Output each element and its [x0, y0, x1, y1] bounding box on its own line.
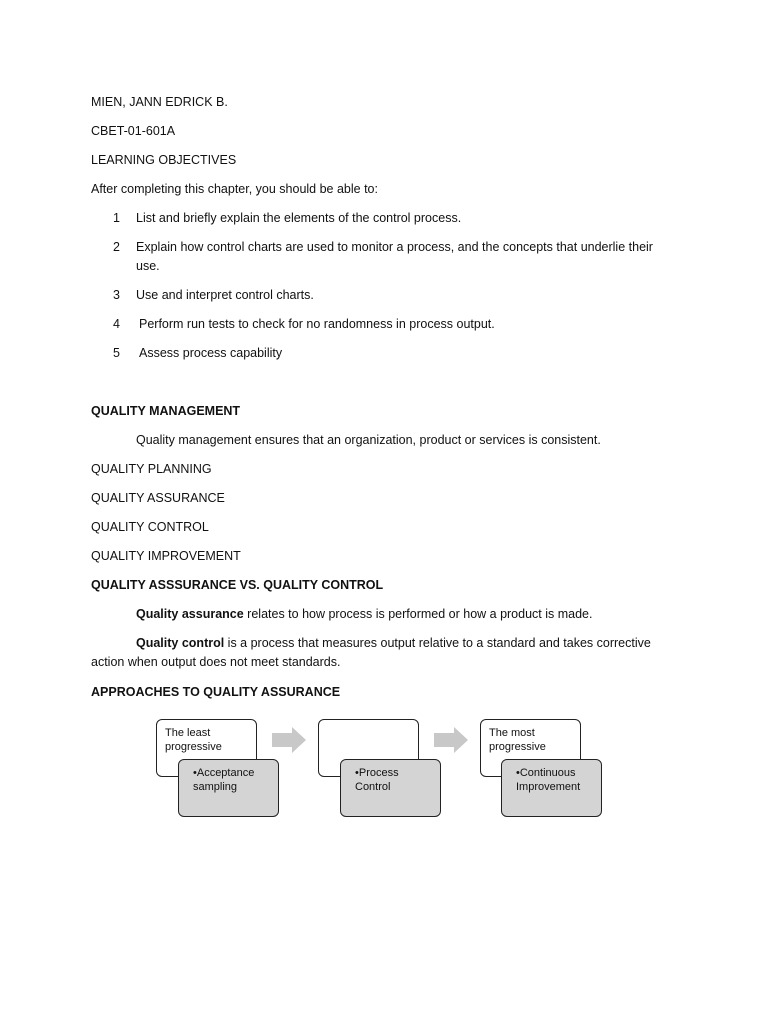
- quality-improvement-heading: QUALITY IMPROVEMENT: [91, 549, 241, 563]
- list-item-text: Use and interpret control charts.: [136, 288, 314, 302]
- arrow-right-icon: [434, 727, 468, 753]
- list-item-text: List and briefly explain the elements of the control process.: [136, 211, 462, 225]
- approaches-heading: APPROACHES TO QUALITY ASSURANCE: [91, 685, 341, 699]
- list-item-number: 2: [113, 240, 120, 254]
- qc-term: Quality control: [136, 636, 225, 650]
- objectives-intro: After completing this chapter, you should be able to:: [91, 182, 378, 196]
- quality-assurance-heading: QUALITY ASSURANCE: [91, 491, 225, 505]
- step-1-content-box: •Acceptance sampling: [178, 759, 279, 817]
- quality-management-text: Quality management ensures that an organization, product or services is consistent.: [136, 433, 601, 447]
- quality-control-heading: QUALITY CONTROL: [91, 520, 209, 534]
- step-1-label-box: The least progressive: [156, 719, 257, 777]
- author-name: MIEN, JANN EDRICK B.: [91, 95, 228, 109]
- list-item-text: Perform run tests to check for no randomness in process output.: [139, 317, 495, 331]
- quality-planning-heading: QUALITY PLANNING: [91, 462, 212, 476]
- step-3-label-box: The most progressive: [480, 719, 581, 777]
- qa-definition: [136, 605, 592, 623]
- list-item-text: Explain how control charts are used to monitor a process, and the concepts that underlie their use.: [136, 240, 653, 273]
- list-item-text: Assess process capability: [139, 346, 283, 360]
- qc-definition: [91, 634, 681, 672]
- qa-vs-qc-heading: QUALITY ASSSURANCE VS. QUALITY CONTROL: [91, 578, 384, 592]
- objectives-heading: LEARNING OBJECTIVES: [91, 153, 237, 167]
- list-item-number: 3: [113, 288, 120, 302]
- arrow-right-icon: [272, 727, 306, 753]
- step-2-content-box: •Process Control: [340, 759, 441, 817]
- section-code: CBET-01-601A: [91, 124, 176, 138]
- qa-term: Quality assurance: [136, 607, 244, 621]
- approaches-diagram: [150, 716, 610, 824]
- quality-management-heading: QUALITY MANAGEMENT: [91, 404, 241, 418]
- step-3-content-box: •Continuous Improvement: [501, 759, 602, 817]
- qa-text: relates to how process is performed or how a product is made.: [243, 607, 593, 621]
- list-item-number: 4: [113, 317, 120, 331]
- list-item-number: 5: [113, 346, 120, 360]
- qc-text: is a process that measures output relative to a standard and takes corrective action when output does not meet standards.: [91, 636, 651, 669]
- list-item-number: 1: [113, 211, 120, 225]
